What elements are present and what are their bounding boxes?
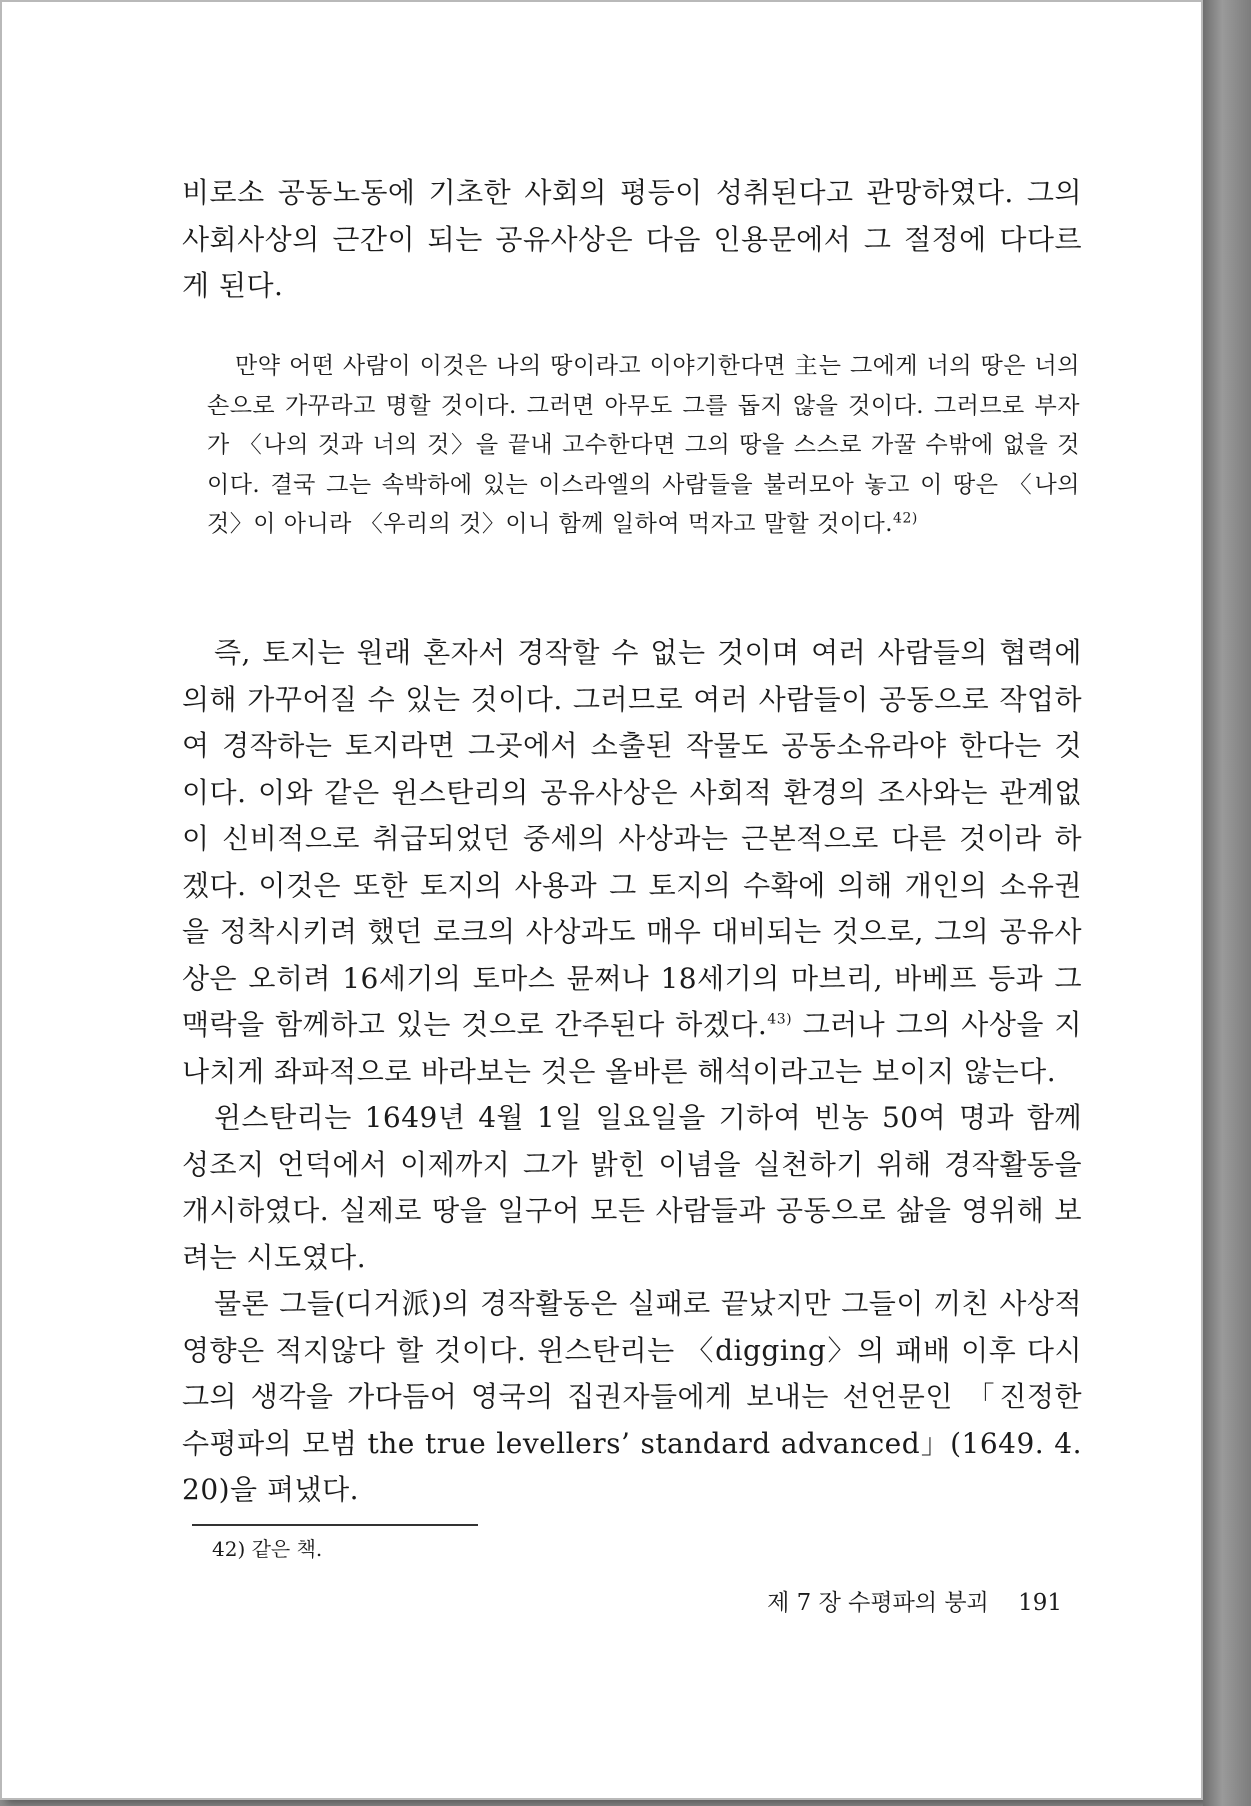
main-paragraphs <box>182 630 1082 1514</box>
paragraph-intro: 비로소 공동노동에 기초한 사회의 평등이 성취된다고 관망하였다. 그의 사회사상의 근간이 되는 공유사상은 다음 인용문에서 그 절정에 다다르게 된다. <box>182 176 1082 302</box>
paragraph-1 <box>182 630 1082 1095</box>
intro-paragraph <box>182 170 1082 310</box>
viewer-edge <box>1203 0 1251 1806</box>
block-quote <box>207 347 1080 545</box>
page-footer <box>752 1587 1062 1619</box>
quote-text <box>207 347 1080 545</box>
page-number: 191 <box>1018 1590 1062 1616</box>
footnote-ref-42: 42) <box>893 510 918 527</box>
running-footer-chapter: 제 7 장 수평파의 붕괴 <box>767 1590 989 1616</box>
paragraph-2: 윈스탄리는 1649년 4월 1일 일요일을 기하여 빈농 50여 명과 함께 성조지 언덕에서 이제까지 그가 밝힌 이념을 실천하기 위해 경작활동을 개시하였다. 실제로 땅을 일구어 모든 사람들과 공동으로 삶을 영위해 보려는 시도였다. <box>182 1101 1082 1274</box>
paragraph-3: 물론 그들(디거派)의 경작활동은 실패로 끝났지만 그들이 끼친 사상적 영향은 적지않다 할 것이다. 윈스탄리는 〈digging〉의 패배 이후 다시 그의 생각을 가다듬어 영국의 집권자들에게 보내는 선언문인 「진정한 수평파의 모범 the true levellers’ standard advanced」(1649. 4. 20)을 펴냈다. <box>182 1287 1082 1506</box>
quote-body: 만약 어떤 사람이 이것은 나의 땅이라고 이야기한다면 主는 그에게 너의 땅은 너의 손으로 가꾸라고 명할 것이다. 그러면 아무도 그를 돕지 않을 것이다. 그러므로 부자가 〈나의 것과 너의 것〉을 끝내 고수한다면 그의 땅을 스스로 가꿀 수밖에 없을 것이다. 결국 그는 속박하에 있는 이스라엘의 사람들을 불러모아 놓고 이 땅은 〈나의 것〉이 아니라 〈우리의 것〉이니 함께 일하여 먹자고 말할 것이다. <box>207 353 1080 537</box>
footnote-42: 42) 같은 책. <box>212 1537 323 1561</box>
paragraph-1-tail: 그러나 그의 사상을 지나치게 좌파적으로 바라보는 것은 올바른 해석이라고는 보이지 않는다. <box>182 1008 1082 1088</box>
footnote-ref-43: 43) <box>767 1011 793 1028</box>
footnote-divider <box>192 1524 478 1526</box>
paragraph-1-text: 즉, 토지는 원래 혼자서 경작할 수 없는 것이며 여러 사람들의 협력에 의해 가꾸어질 수 있는 것이다. 그러므로 여러 사람들이 공동으로 작업하여 경작하는 토지라면 그곳에서 소출된 작물도 공동소유라야 한다는 것이다. 이와 같은 윈스탄리의 공유사상은 사회적 환경의 조사와는 관계없이 신비적으로 취급되었던 중세의 사상과는 근본적으로 다른 것이라 하겠다. 이것은 또한 토지의 사용과 그 토지의 수확에 의해 개인의 소유권을 정착시키려 했던 로크의 사상과도 매우 대비되는 것으로, 그의 공유사상은 오히려 16세기의 토마스 뮨쩌나 18세기의 마브리, 바베프 등과 그 맥락을 함께하고 있는 것으로 간주된다 하겠다. <box>182 636 1082 1041</box>
